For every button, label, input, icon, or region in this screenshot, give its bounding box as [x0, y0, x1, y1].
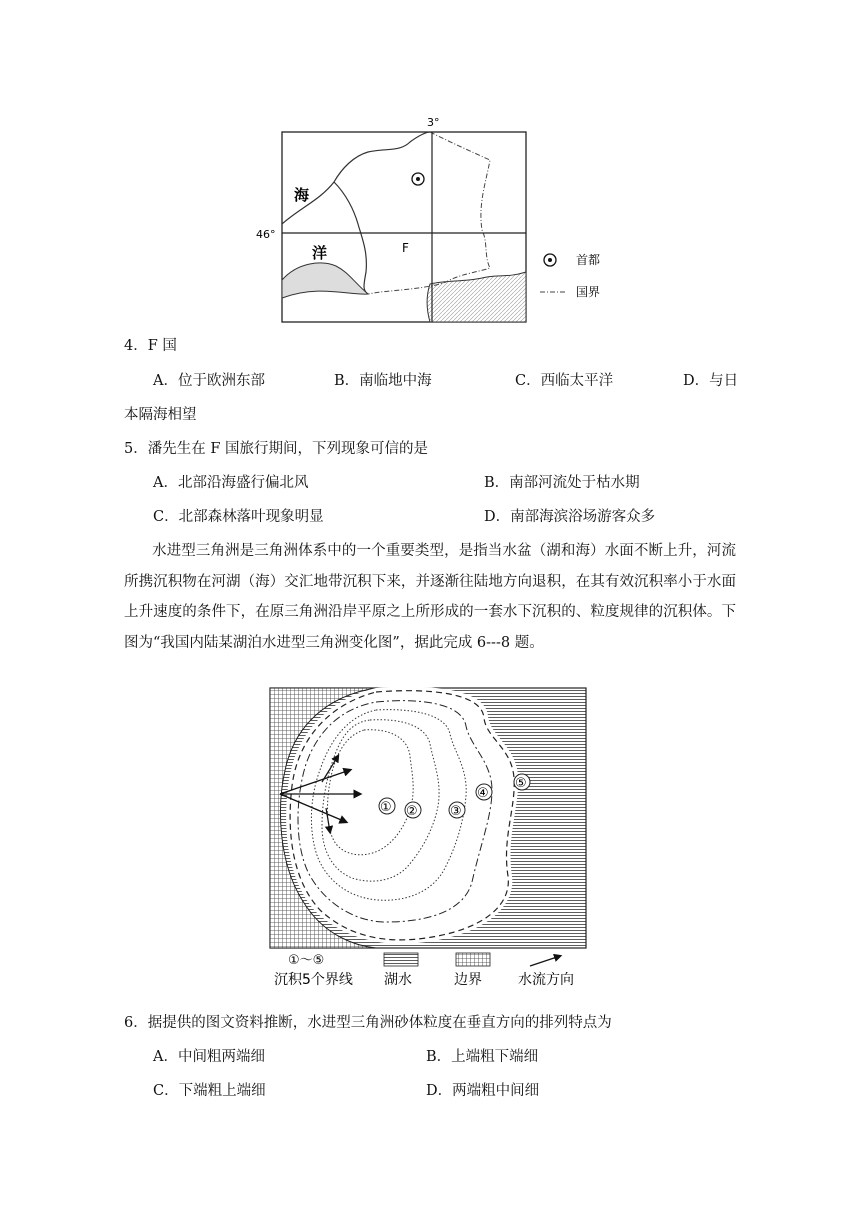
svg-text:③: ③ — [450, 804, 462, 819]
q6-stem: 6．据提供的图文资料推断，水进型三角洲砂体粒度在垂直方向的排列特点为 — [124, 1015, 612, 1031]
lon-label: 3° — [427, 116, 440, 129]
q4-option-d[interactable]: D．与日 — [683, 373, 739, 389]
capital-icon — [412, 173, 424, 185]
sea-label-2: 洋 — [312, 244, 328, 262]
q4-option-d-cont: 本隔海相望 — [124, 407, 197, 423]
svg-text:②: ② — [406, 804, 418, 819]
legend-sym-range: ①～⑤ — [288, 953, 325, 968]
q6-option-b[interactable]: B．上端粗下端细 — [426, 1049, 539, 1065]
legend-capital-icon — [544, 254, 556, 266]
q5-option-c[interactable]: C．北部森林落叶现象明显 — [153, 509, 324, 525]
svg-text:①: ① — [380, 800, 392, 815]
passage-body: 水进型三角洲是三角洲体系中的一个重要类型，是指当水盆（湖和海）水面不断上升，河流所携沉积物在河湖（海）交汇地带沉积下来，并逐渐往陆地方向退积，在其有效沉积率小于水面上升速度的条件下，在原三角洲沿岸平原之上所形成的一套水下沉积的、粒度规律的沉积体。下图为“我国内陆某湖泊水进型三角洲变化图”，据此完成 6---8 题。 — [124, 543, 736, 651]
svg-text:④: ④ — [477, 786, 489, 801]
legend-lake-icon — [384, 953, 418, 966]
q5-option-a[interactable]: A．北部沿海盛行偏北风 — [153, 475, 309, 491]
legend-deposit: 沉积5个界线 — [274, 972, 353, 988]
country-label: F — [402, 241, 409, 255]
sea-label-1: 海 — [294, 186, 310, 204]
legend-boundary-icon — [456, 953, 490, 966]
q4-stem: 4．F 国 — [124, 338, 177, 354]
legend-flow: 水流方向 — [518, 972, 574, 988]
legend-lake: 湖水 — [384, 972, 412, 988]
svg-text:⑤: ⑤ — [515, 776, 527, 791]
legend-border: 国界 — [576, 285, 601, 299]
q4-option-c[interactable]: C．西临太平洋 — [515, 373, 614, 389]
q5-option-b[interactable]: B．南部河流处于枯水期 — [484, 475, 640, 491]
lat-label: 46° — [256, 228, 276, 241]
passage-text — [124, 536, 736, 658]
delta-land — [286, 687, 518, 944]
q6-option-a[interactable]: A．中间粗两端细 — [153, 1049, 265, 1065]
q5-stem: 5．潘先生在 F 国旅行期间，下列现象可信的是 — [124, 441, 429, 457]
q6-option-c[interactable]: C．下端粗上端细 — [153, 1083, 266, 1099]
legend-border: 边界 — [454, 972, 482, 988]
delta-map — [266, 686, 591, 992]
q5-option-d[interactable]: D．南部海滨浴场游客众多 — [484, 509, 656, 525]
legend-flow-arrow-icon — [530, 956, 560, 966]
q6-option-d[interactable]: D．两端粗中间细 — [426, 1083, 540, 1099]
q4-option-b[interactable]: B．南临地中海 — [334, 373, 432, 389]
q4-option-a[interactable]: A．位于欧洲东部 — [153, 373, 265, 389]
country-map — [250, 112, 630, 327]
legend-capital: 首都 — [576, 253, 601, 267]
